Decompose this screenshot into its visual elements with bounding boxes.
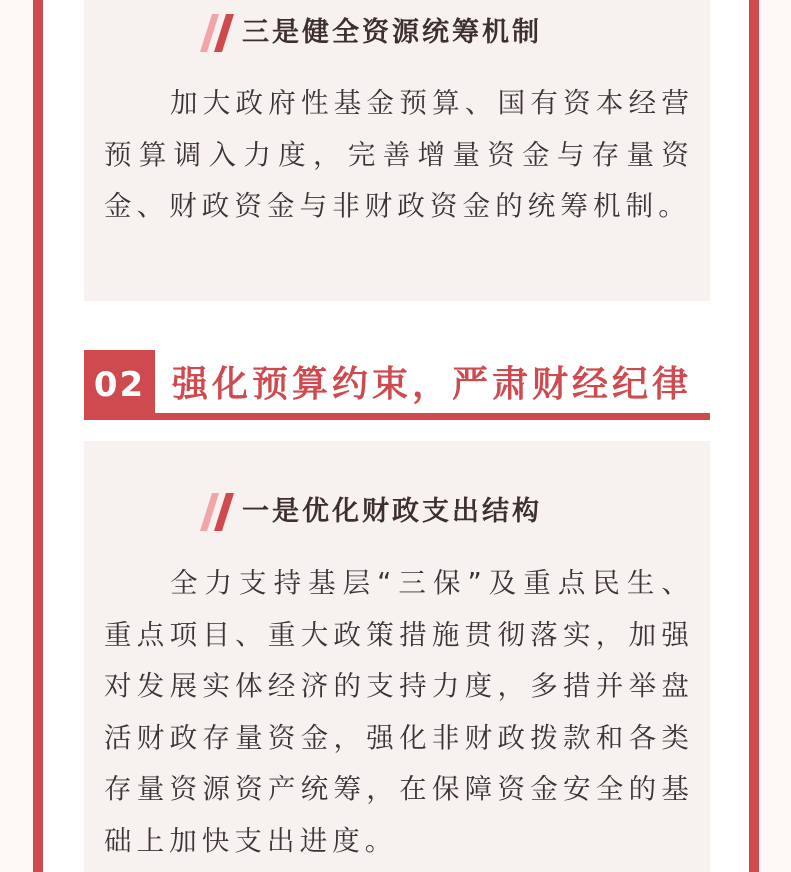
subheading-text: 三是健全资源统筹机制 (242, 17, 542, 48)
double-slash-icon (200, 14, 234, 52)
section-header (84, 350, 710, 420)
section-title: 强化预算约束，严肃财经纪律 (172, 364, 693, 405)
double-slash-icon (200, 493, 234, 531)
frame-left-border (33, 0, 43, 872)
subheading-text: 一是优化财政支出结构 (242, 496, 542, 527)
body-paragraph: 加大政府性基金预算、国有资本经营预算调入力度，完善增量资金与存量资金、财政资金与非财政资金的统筹机制。 (104, 87, 694, 222)
frame-right-border (749, 0, 759, 872)
content-card-expenditure-structure (84, 441, 710, 872)
body-paragraph: 全力支持基层“三保”及重点民生、重点项目、重大政策措施贯彻落实，加强对发展实体经济的支持力度，多措并举盘活财政存量资金，强化非财政拨款和各类存量资源资产统筹，在保障资金安全的基础上加快支出进度。 (104, 567, 694, 857)
subheading (84, 487, 710, 537)
section-number-badge: 02 (84, 350, 155, 420)
subheading (84, 8, 710, 58)
content-card-resource-coordination (84, 0, 710, 301)
section-underline (84, 413, 710, 420)
